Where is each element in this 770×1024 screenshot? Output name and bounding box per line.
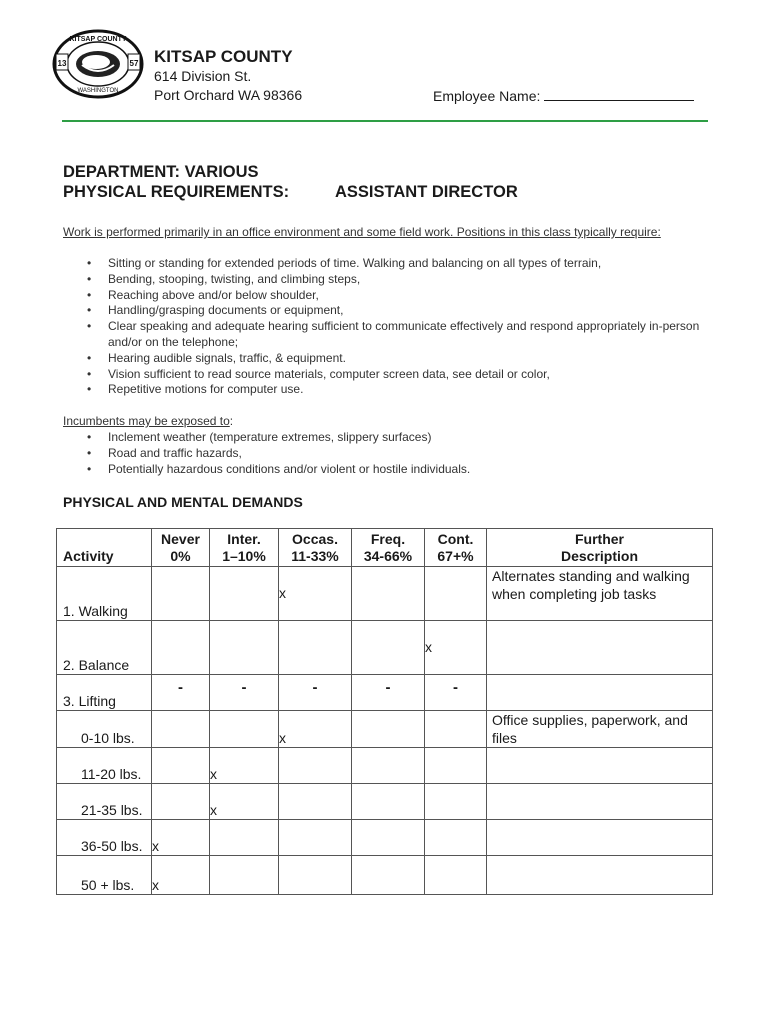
svg-text:WASHINGTON: WASHINGTON <box>77 88 119 94</box>
table-cell: x <box>152 820 210 856</box>
table-cell: 36-50 lbs. <box>57 820 152 856</box>
table-cell: - <box>210 675 279 711</box>
exposure-intro: Incumbents may be exposed to: <box>63 414 234 428</box>
table-cell: 21-35 lbs. <box>57 784 152 820</box>
physical-requirements-label: PHYSICAL REQUIREMENTS: <box>63 183 290 201</box>
table-row <box>57 820 713 856</box>
table-cell: 1. Walking <box>57 567 152 621</box>
table-cell <box>152 567 210 621</box>
table-row <box>57 856 713 895</box>
table-cell: - <box>279 675 352 711</box>
list-item: • Sitting or standing for extended periods of time. Walking and balancing on all types of terrain, <box>87 256 602 270</box>
work-environment-intro: Work is performed primarily in an office environment and some field work. Positions in this class typically require: <box>63 225 661 239</box>
physical-demands-table <box>56 528 713 895</box>
table-cell <box>279 621 352 675</box>
table-cell <box>210 621 279 675</box>
table-cell <box>279 784 352 820</box>
table-cell: Office supplies, paperwork, and files <box>487 711 713 748</box>
table-cell <box>487 675 713 711</box>
table-cell <box>487 820 713 856</box>
col-further-description: Further Description <box>487 529 713 567</box>
org-name: KITSAP COUNTY <box>154 47 293 66</box>
table-cell <box>210 856 279 895</box>
table-cell: - <box>425 675 487 711</box>
col-inter: Inter. 1–10% <box>210 529 279 567</box>
county-seal-logo <box>52 29 144 99</box>
table-row <box>57 675 713 711</box>
table-cell: x <box>210 748 279 784</box>
position-title: ASSISTANT DIRECTOR <box>335 183 518 201</box>
table-cell: x <box>152 856 210 895</box>
department-heading: DEPARTMENT: VARIOUS <box>63 163 259 181</box>
employee-name-label: Employee Name: <box>433 88 541 104</box>
table-cell <box>487 748 713 784</box>
table-cell <box>487 856 713 895</box>
list-item: • Handling/grasping documents or equipment, <box>87 303 344 318</box>
col-never: Never 0% <box>152 529 210 567</box>
table-header-row <box>57 529 713 567</box>
table-cell: - <box>152 675 210 711</box>
header-divider <box>62 120 708 122</box>
address-line-1: 614 Division St. <box>154 68 252 84</box>
table-cell: Alternates standing and walking when completing job tasks <box>487 567 713 621</box>
svg-text:57: 57 <box>129 59 139 68</box>
list-item: • Bending, stooping, twisting, and climbing steps, <box>87 271 361 286</box>
table-cell <box>352 748 425 784</box>
table-cell: 0-10 lbs. <box>57 711 152 748</box>
table-cell <box>279 856 352 895</box>
col-activity: Activity <box>57 529 152 567</box>
table-cell <box>425 784 487 820</box>
table-cell <box>352 621 425 675</box>
table-cell <box>210 567 279 621</box>
employee-name-blank[interactable] <box>544 87 694 101</box>
requirements-list <box>87 256 708 398</box>
table-cell: 11-20 lbs. <box>57 748 152 784</box>
table-cell <box>352 711 425 748</box>
list-item: • Clear speaking and adequate hearing sufficient to communicate effectively and respond appropriately in-person and/or on the telephone; <box>87 319 700 349</box>
table-cell <box>352 784 425 820</box>
table-cell <box>152 621 210 675</box>
list-item: • Road and traffic hazards, <box>87 445 242 460</box>
list-item: • Potentially hazardous conditions and/or violent or hostile individuals. <box>87 461 471 476</box>
table-cell <box>210 820 279 856</box>
table-cell <box>352 820 425 856</box>
table-cell: 2. Balance <box>57 621 152 675</box>
table-cell <box>425 567 487 621</box>
table-cell <box>279 748 352 784</box>
col-occas: Occas. 11-33% <box>279 529 352 567</box>
svg-text:KITSAP COUNTY: KITSAP COUNTY <box>69 36 127 43</box>
table-cell: x <box>210 784 279 820</box>
table-cell <box>152 711 210 748</box>
col-cont: Cont. 67+% <box>425 529 487 567</box>
table-cell <box>279 820 352 856</box>
list-item: • Inclement weather (temperature extremes, slippery surfaces) <box>87 430 432 444</box>
table-cell <box>425 856 487 895</box>
address-line-2: Port Orchard WA 98366 <box>154 87 303 103</box>
table-cell <box>487 621 713 675</box>
list-item: • Reaching above and/or below shoulder, <box>87 287 319 302</box>
exposure-list <box>87 430 708 477</box>
table-cell: x <box>279 711 352 748</box>
table-cell: x <box>279 567 352 621</box>
table-row <box>57 784 713 820</box>
table-cell <box>152 748 210 784</box>
table-row <box>57 621 713 675</box>
list-item: • Repetitive motions for computer use. <box>87 382 304 397</box>
table-cell <box>425 820 487 856</box>
svg-text:13: 13 <box>57 59 67 68</box>
employee-name-field[interactable] <box>433 87 694 104</box>
table-row <box>57 711 713 748</box>
table-cell <box>425 711 487 748</box>
table-cell: x <box>425 621 487 675</box>
table-cell <box>352 567 425 621</box>
demands-heading: PHYSICAL AND MENTAL DEMANDS <box>63 494 303 510</box>
table-cell <box>152 784 210 820</box>
list-item: • Hearing audible signals, traffic, & equipment. <box>87 350 346 365</box>
table-cell: - <box>352 675 425 711</box>
table-cell <box>210 711 279 748</box>
table-cell <box>352 856 425 895</box>
table-row <box>57 567 713 621</box>
list-item: • Vision sufficient to read source materials, computer screen data, see detail or color, <box>87 366 550 381</box>
table-row <box>57 748 713 784</box>
table-cell <box>425 748 487 784</box>
table-cell: 3. Lifting <box>57 675 152 711</box>
table-cell <box>487 784 713 820</box>
col-freq: Freq. 34-66% <box>352 529 425 567</box>
table-cell: 50 + lbs. <box>57 856 152 895</box>
